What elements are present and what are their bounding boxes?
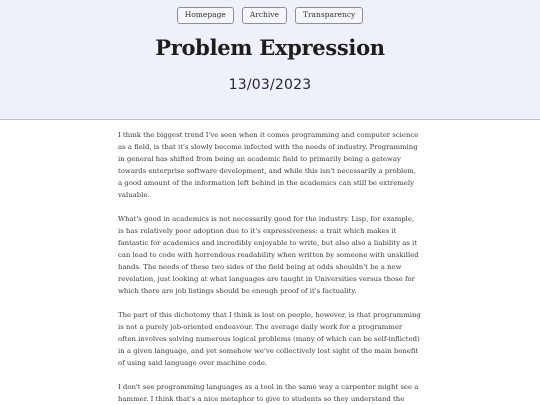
page-header	[0, 0, 540, 120]
nav-archive-button[interactable]: Archive	[242, 7, 287, 24]
top-nav	[0, 0, 540, 24]
post-paragraph: The part of this dichotomy that I think is lost on people, however, is that programming is not a purely job-oriented endeavour. The average daily work for a programmer often involves solving numerous logical problems (many of which can be self-inflicted) in a given language, and yet somehow we've collectively lost sight of the main benefit of using said language over machine code.	[118, 311, 421, 367]
post-body	[118, 129, 422, 405]
nav-homepage-button[interactable]: Homepage	[177, 7, 234, 24]
post-paragraph: I don't see programming languages as a tool in the same way a carpenter might see a hammer. I think that's a nice metaphor to give to students so they understand the	[118, 383, 419, 403]
post-title: Problem Expression	[155, 34, 385, 60]
nav-transparency-button[interactable]: Transparency	[295, 7, 363, 24]
post-paragraph: What's good in academics is not necessarily good for the industry. Lisp, for example, is has relatively poor adoption due to it's expressiveness: a trait which makes it fantastic for academics and incredibly enjoyable to write, but also also a liability as it can lead to code with horrendous readability when written by someone with unskilled hands. The needs of these two sides of the field being at odds shouldn't be a new revelation, just looking at what languages are taught in Universities versus those for which there are job listings should be enough proof of it's factuality.	[118, 215, 419, 295]
post-date: 13/03/2023	[228, 76, 312, 93]
post-paragraph: I think the biggest trend I've seen when it comes programming and computer science as a field, is that it's slowly become infected with the needs of industry. Programming in general has shifted from being an academic field to primarily being a gateway towards enterprise software development, and while this isn't necessarily a problem, a good amount of the information left behind in the academics can still be extremely valuable.	[118, 131, 419, 199]
